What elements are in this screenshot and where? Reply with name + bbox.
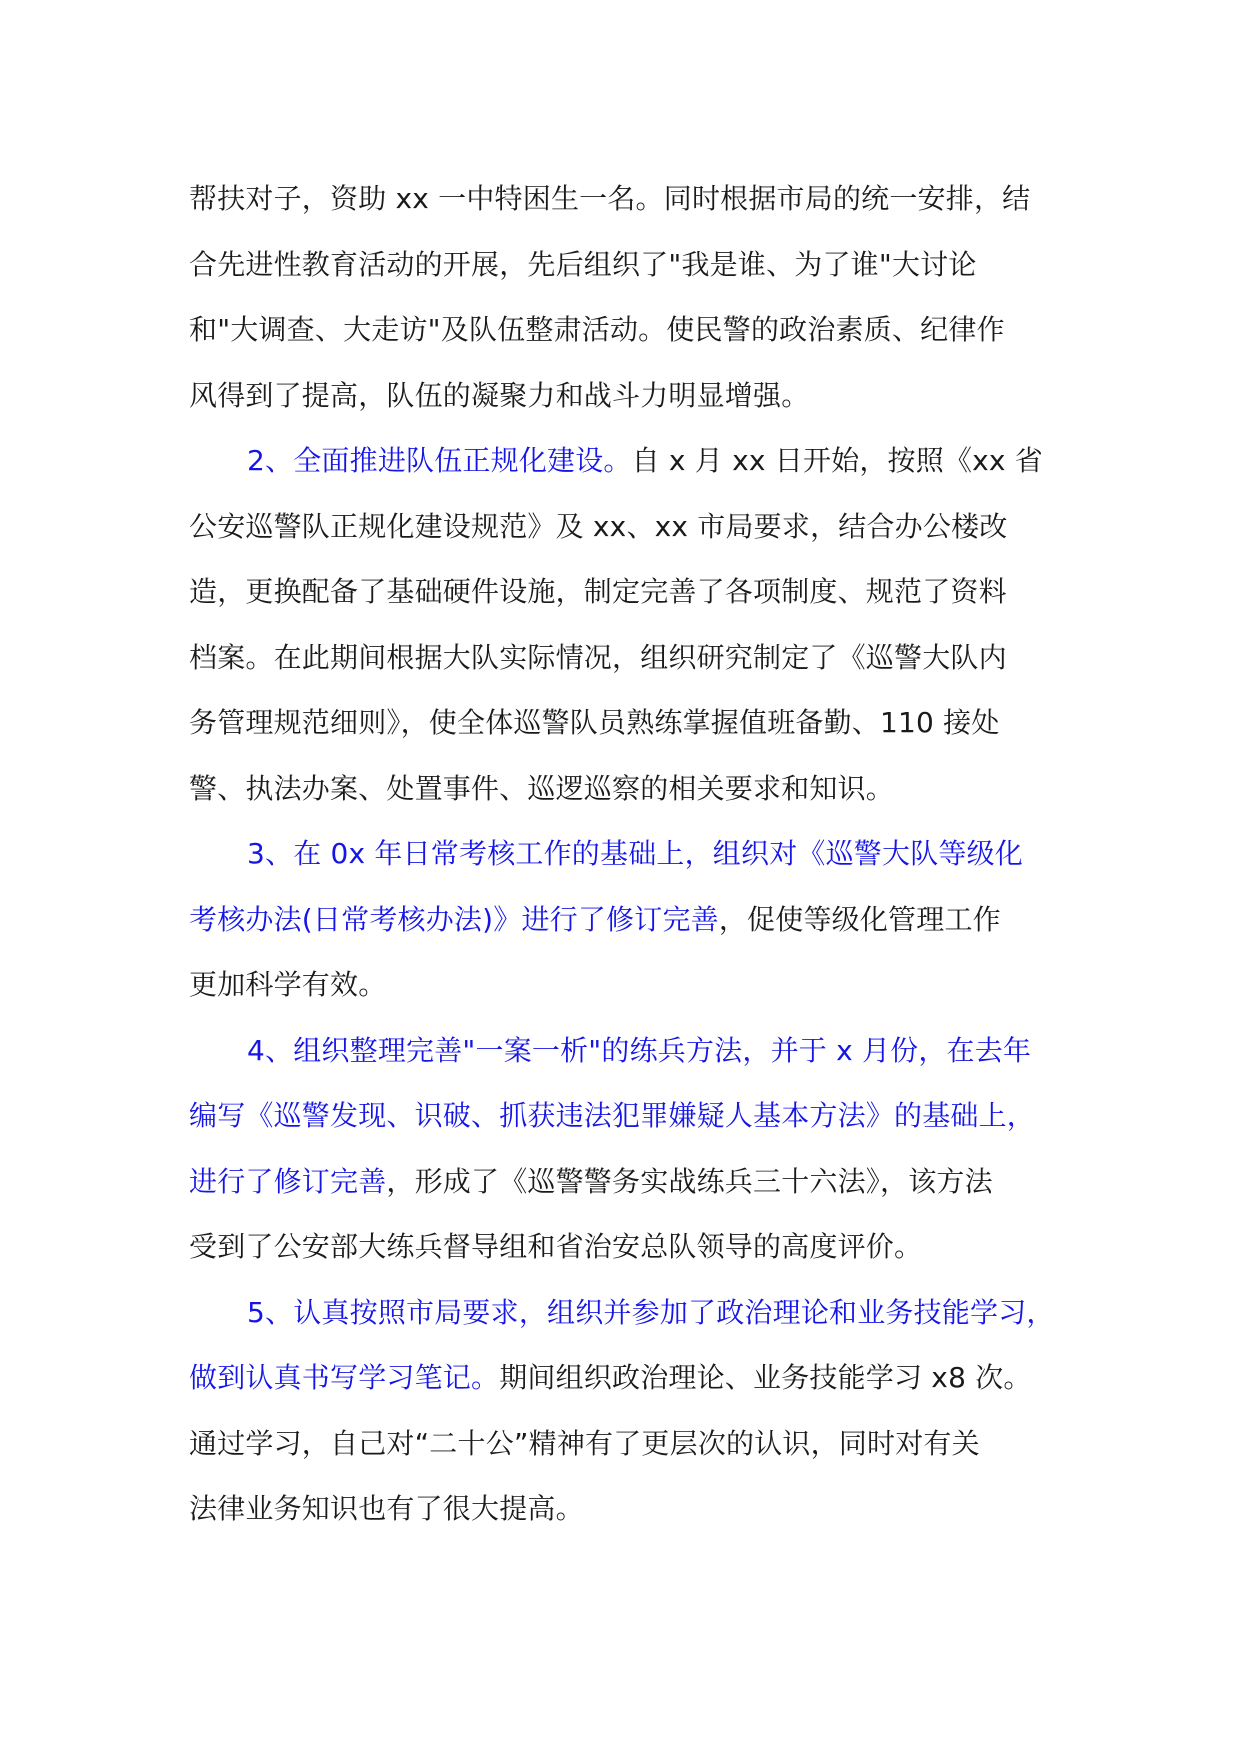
paragraph-2 bbox=[189, 428, 1069, 821]
paragraph-line bbox=[189, 1476, 1069, 1542]
text-run: ，促使等级化管理工作 bbox=[718, 902, 1001, 936]
paragraph-5 bbox=[189, 1280, 1069, 1542]
paragraph-4 bbox=[189, 1018, 1069, 1280]
paragraph-line bbox=[189, 1280, 1069, 1346]
text-run: 造，更换配备了基础硬件设施，制定完善了各项制度、规范了资料 bbox=[189, 575, 1007, 608]
paragraph-line bbox=[189, 1018, 1069, 1084]
text-run: 公安巡警队正规化建设规范》及 xx、xx 市局要求，结合办公楼改 bbox=[189, 509, 1008, 543]
document-body bbox=[189, 166, 1069, 1542]
paragraph-line bbox=[189, 1083, 1069, 1149]
highlight-heading: 2、全面推进队伍正规化建设。 bbox=[247, 444, 632, 477]
paragraph-1 bbox=[189, 166, 1069, 428]
paragraph-line bbox=[189, 821, 1069, 887]
paragraph-line bbox=[189, 363, 1069, 429]
paragraph-3 bbox=[189, 821, 1069, 1018]
paragraph-line bbox=[189, 297, 1069, 363]
paragraph-line bbox=[189, 690, 1069, 756]
text-run: 更加科学有效。 bbox=[189, 968, 387, 1001]
paragraph-line bbox=[189, 1411, 1069, 1477]
text-run: 警、执法办案、处置事件、巡逻巡察的相关要求和知识。 bbox=[189, 771, 895, 805]
paragraph-line bbox=[189, 756, 1069, 822]
paragraph-line bbox=[189, 232, 1069, 298]
paragraph-line bbox=[189, 1345, 1069, 1411]
text-run: 合先进性教育活动的开展，先后组织了"我是谁、为了谁"大讨论 bbox=[189, 247, 977, 281]
paragraph-line bbox=[189, 428, 1069, 494]
text-run: 和"大调查、大走访"及队伍整肃活动。使民警的政治素质、纪律作 bbox=[189, 313, 1005, 346]
paragraph-line bbox=[189, 1149, 1069, 1215]
text-run: 期间组织政治理论、业务技能学习 x8 次。 bbox=[499, 1361, 1032, 1394]
text-run: 务管理规范细则》，使全体巡警队员熟练掌握值班备勤、110 接处 bbox=[189, 706, 1000, 739]
text-run: 法律业务知识也有了很大提高。 bbox=[189, 1492, 584, 1525]
text-run: 档案。在此期间根据大队实际情况，组织研究制定了《巡警大队内 bbox=[189, 640, 1007, 674]
highlight-heading: 进行了修订完善 bbox=[189, 1164, 387, 1198]
text-run: ，形成了《巡警警务实战练兵三十六法》，该方法 bbox=[386, 1164, 993, 1198]
text-run: 帮扶对子，资助 xx 一中特困生一名。同时根据市局的统一安排，结 bbox=[189, 182, 1031, 215]
paragraph-line bbox=[189, 559, 1069, 625]
paragraph-line bbox=[189, 1214, 1069, 1280]
highlight-heading: 5、认真按照市局要求，组织并参加了政治理论和业务技能学习， bbox=[247, 1295, 1055, 1329]
highlight-heading: 做到认真书写学习笔记。 bbox=[189, 1361, 500, 1394]
highlight-heading: 3、在 0x 年日常考核工作的基础上，组织对《巡警大队等级化 bbox=[247, 837, 1024, 870]
paragraph-line bbox=[189, 952, 1069, 1018]
highlight-heading: 4、组织整理完善"一案一析"的练兵方法，并于 x 月份，在去年 bbox=[247, 1033, 1032, 1067]
paragraph-line bbox=[189, 625, 1069, 691]
highlight-heading: 编写《巡警发现、识破、抓获违法犯罪嫌疑人基本方法》的基础上， bbox=[189, 1099, 1036, 1132]
paragraph-line bbox=[189, 887, 1069, 953]
paragraph-line bbox=[189, 166, 1069, 232]
text-run: 风得到了提高，队伍的凝聚力和战斗力明显增强。 bbox=[189, 378, 810, 412]
paragraph-line bbox=[189, 494, 1069, 560]
text-run: 自 x 月 xx 日开始，按照《xx 省 bbox=[631, 444, 1043, 477]
text-run: 受到了公安部大练兵督导组和省治安总队领导的高度评价。 bbox=[189, 1230, 923, 1263]
text-run: 通过学习，自己对“二十公”精神有了更层次的认识，同时对有关 bbox=[189, 1426, 980, 1460]
highlight-heading: 考核办法(日常考核办法)》进行了修订完善 bbox=[189, 902, 719, 936]
